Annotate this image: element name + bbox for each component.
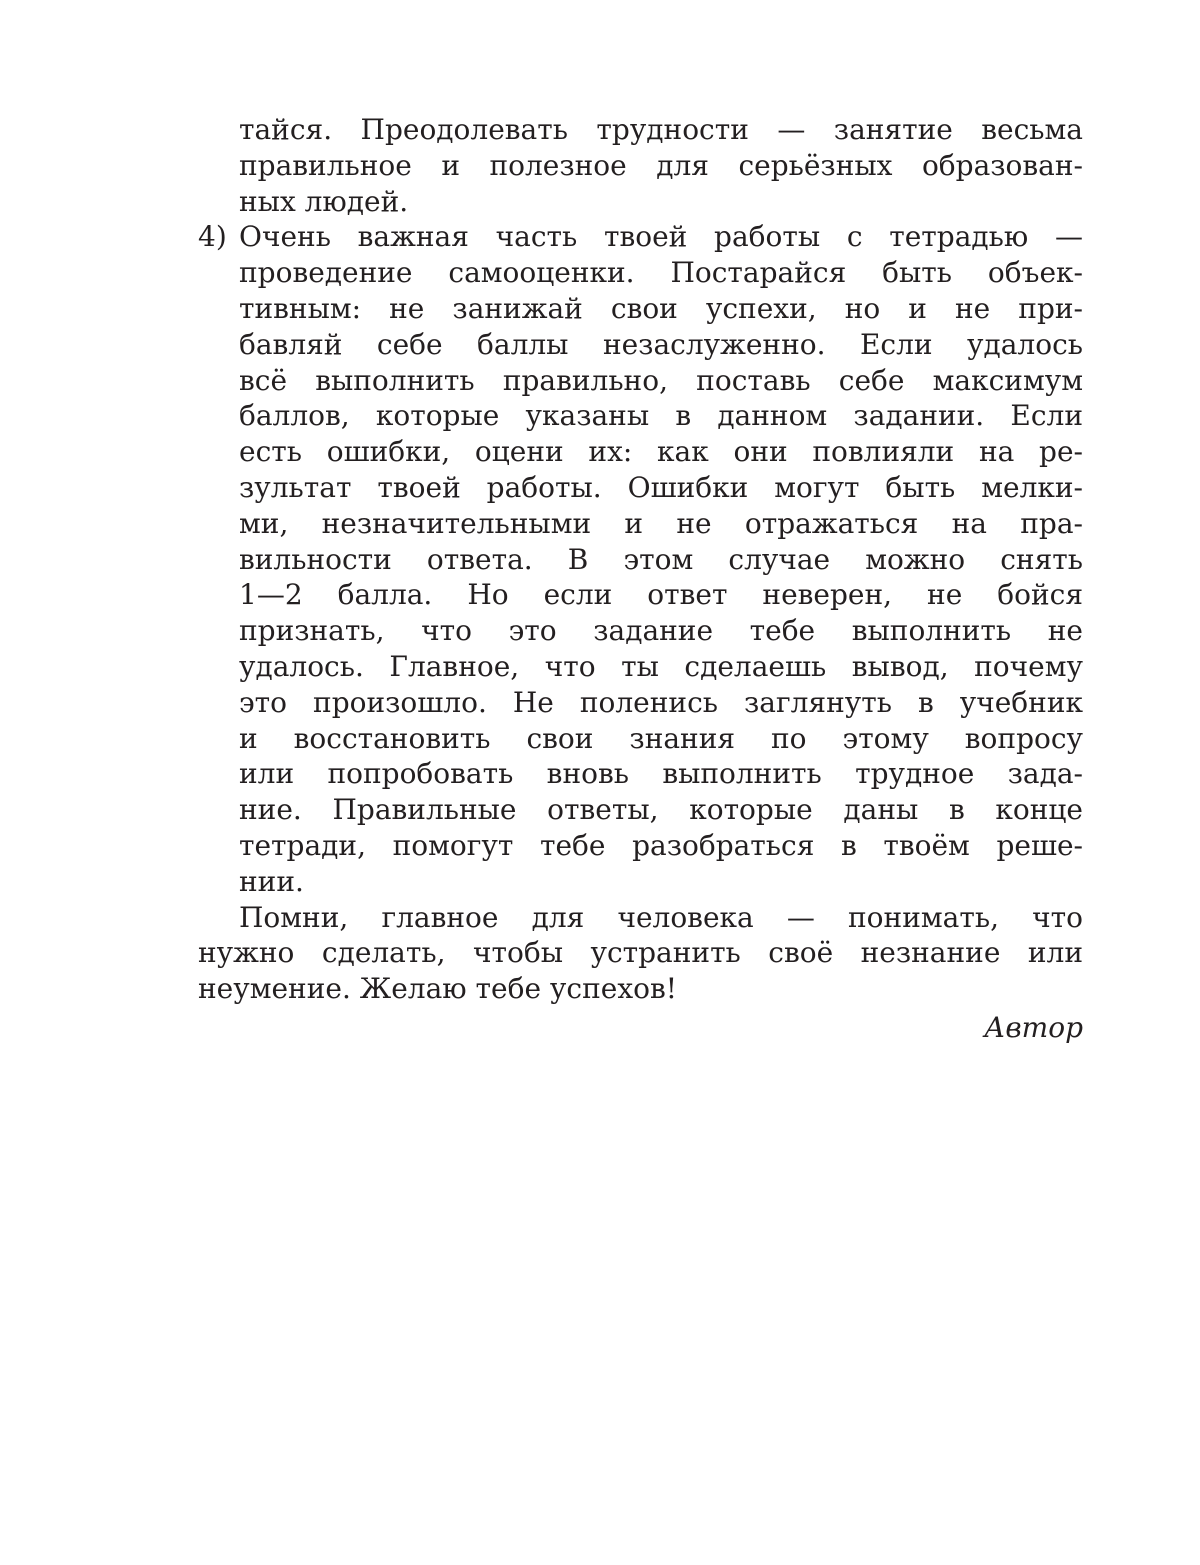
body-text [198, 112, 1083, 1007]
text-line: ние. Правильные ответы, которые даны в конце [239, 793, 1083, 827]
text-line: 1—2 балла. Но если ответ неверен, не бойся [239, 578, 1083, 612]
text-line: удалось. Главное, что ты сделаешь вывод, почему [239, 649, 1083, 683]
text-line: тетради, помогут тебе разобраться в твоём реше- [239, 828, 1083, 862]
text-line: нии. [239, 864, 304, 898]
text-line: или попробовать вновь выполнить трудное зада- [239, 757, 1083, 791]
closing-paragraph [198, 900, 1083, 1007]
text-line: правильное и полезное для серьёзных образован- [239, 148, 1083, 182]
item-3-continuation [198, 112, 1083, 219]
author-signature: Автор [984, 1011, 1083, 1044]
text-line: ми, незначительными и не отражаться на пра- [239, 506, 1083, 540]
text-line: вильности ответа. В этом случае можно снять [239, 542, 1083, 576]
text-line: неумение. Желаю тебе успехов! [198, 972, 677, 1006]
text-line: Помни, главное для человека — понимать, что [239, 900, 1083, 934]
text-line: ных людей. [239, 184, 409, 218]
text-line: баллов, которые указаны в данном задании. Если [239, 399, 1083, 433]
text-line-content: Очень важная часть твоей работы с тетрадью — [239, 220, 1083, 254]
text-line: проведение самооценки. Постарайся быть объек- [239, 256, 1083, 290]
text-line: тайся. Преодолевать трудности — занятие весьма [239, 113, 1083, 146]
text-line [198, 219, 1083, 255]
list-item-4 [198, 219, 1083, 899]
text-line: это произошло. Не поленись заглянуть в учебник [239, 685, 1083, 719]
text-line: нужно сделать, чтобы устранить своё незнание или [198, 936, 1083, 970]
text-line: бавляй себе баллы незаслуженно. Если удалось [239, 327, 1083, 361]
text-line: и восстановить свои знания по этому вопросу [239, 721, 1083, 755]
text-line: зультат твоей работы. Ошибки могут быть мелки- [239, 470, 1083, 504]
text-line: есть ошибки, оцени их: как они повлияли на ре- [239, 435, 1083, 469]
text-line: тивным: не занижай свои успехи, но и не при- [239, 291, 1083, 325]
list-item-number: 4) [198, 220, 227, 254]
text-line: всё выполнить правильно, поставь себе максимум [239, 363, 1083, 397]
text-line: признать, что это задание тебе выполнить не [239, 614, 1083, 648]
